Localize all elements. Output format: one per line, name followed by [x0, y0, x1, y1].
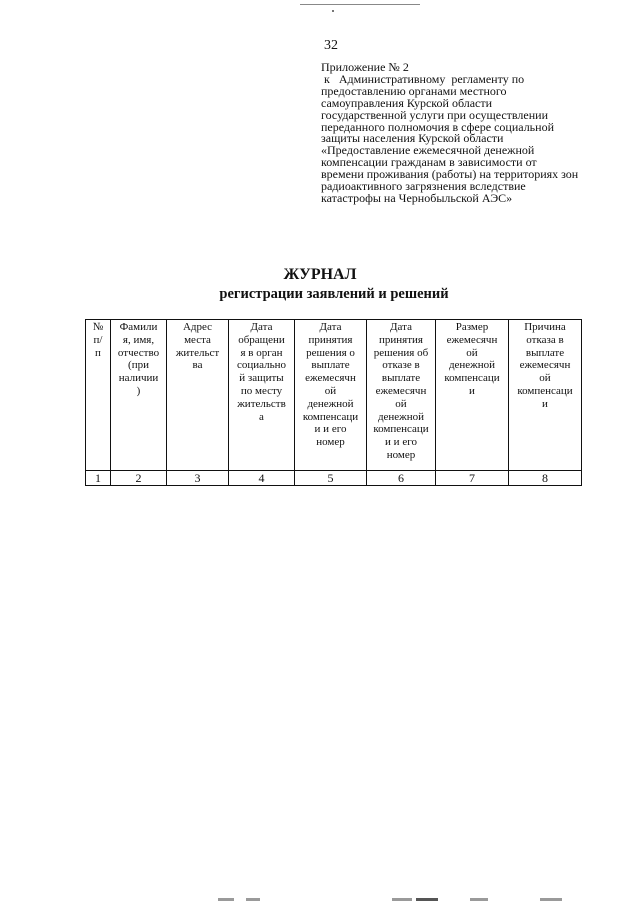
header-cell-line: компенсаци [444, 372, 500, 385]
column-number: 8 [509, 471, 582, 486]
column-number: 2 [111, 471, 167, 486]
header-cell-line: и и его [314, 423, 347, 436]
header-cell-line: денежной [307, 397, 354, 410]
appendix-line: к Административному регламенту по [321, 71, 525, 86]
column-number: 1 [86, 471, 111, 486]
header-cell-line: я в орган [240, 346, 283, 359]
header-cell-line: и [542, 397, 548, 410]
header-cell-line: й защиты [239, 372, 284, 385]
header-cell-line: (при [128, 359, 149, 372]
header-cell-name [111, 320, 167, 471]
column-number: 3 [167, 471, 229, 486]
header-cell-refusal-reason [509, 320, 582, 471]
header-cell-line: отказа в [526, 333, 564, 346]
header-cell-line: я, имя, [122, 333, 155, 346]
scan-artifact [246, 898, 260, 901]
header-cell-line: ежемесячн [446, 333, 498, 346]
appendix-line: компенсации гражданам в зависимости от [321, 155, 537, 170]
header-cell-line: а [259, 410, 264, 423]
appendix-line: времени проживания (работы) на территориях зон [321, 167, 579, 182]
journal-subtitle: регистрации заявлений и решений [219, 286, 449, 302]
header-cell-line: Адрес [182, 321, 213, 333]
top-rule [300, 4, 420, 5]
page-number: 32 [324, 38, 338, 53]
header-cell-line: решения об [373, 346, 429, 359]
journal-title: ЖУРНАЛ [283, 266, 357, 283]
header-cell-line: места [184, 333, 211, 346]
header-cell-line: Дата [250, 321, 273, 333]
appendix-line: переданного полномочия в сфере социальной [321, 119, 554, 134]
header-cell-line: денежной [448, 359, 496, 372]
appendix-block [321, 62, 621, 205]
header-cell-line: ой [466, 346, 478, 359]
header-cell-line: п/ [93, 333, 103, 346]
scan-artifact [470, 898, 488, 901]
table-header-row [86, 320, 582, 471]
header-cell-line: ежемесячн [305, 372, 356, 385]
appendix-line: катастрофы на Чернобыльской АЭС» [321, 190, 513, 205]
header-cell-number [86, 320, 111, 471]
column-number: 5 [295, 471, 367, 486]
appendix-line: Приложение № 2 [321, 60, 409, 74]
header-cell-line: ой [395, 397, 407, 410]
top-dot [332, 10, 334, 12]
header-cell-line: ежемесячн [519, 359, 571, 372]
column-number: 4 [229, 471, 295, 486]
journal-table [85, 319, 582, 486]
header-cell-application-date [229, 320, 295, 471]
header-cell-line: и и его [385, 436, 417, 449]
header-cell-line: денежной [377, 410, 425, 423]
header-cell-line: по месту [240, 384, 283, 397]
header-cell-line: жительств [237, 397, 286, 410]
scan-artifact [392, 898, 412, 901]
header-cell-line: Размер [455, 321, 489, 333]
appendix-line: защиты населения Курской области [321, 131, 504, 146]
header-cell-refusal-date [367, 320, 436, 471]
scan-artifact [218, 898, 234, 901]
header-cell-line: ой [324, 384, 337, 397]
header-cell-line: наличии [118, 372, 159, 385]
header-cell-address [167, 320, 229, 471]
header-cell-line: и [469, 384, 475, 397]
header-cell-line: обращени [238, 333, 285, 346]
header-cell-line: ) [136, 384, 141, 397]
appendix-line: предоставлению органами местного [321, 83, 507, 98]
header-cell-line: отчество [117, 346, 160, 359]
header-cell-line: выплате [311, 359, 350, 372]
header-cell-compensation-amount [436, 320, 509, 471]
header-cell-line: Фамили [119, 321, 158, 333]
header-cell-line: социально [236, 359, 287, 372]
header-cell-line: компенсаци [517, 384, 573, 397]
header-cell-line: жительст [175, 346, 220, 359]
scan-artifact [540, 898, 562, 901]
header-cell-line: принятия [308, 333, 353, 346]
header-cell-line: компенсаци [373, 423, 429, 436]
header-cell-approval-date [295, 320, 367, 471]
header-cell-line: выплате [381, 372, 421, 385]
appendix-line: радиоактивного загрязнения вследствие [321, 179, 526, 194]
appendix-line: самоуправления Курской области [321, 95, 493, 110]
header-cell-line: принятия [379, 333, 423, 346]
header-cell-line: Дата [319, 321, 342, 333]
header-cell-line: номер [386, 448, 416, 461]
header-cell-line: Дата [390, 321, 412, 333]
appendix-line: «Предоставление ежемесячной денежной [321, 143, 535, 158]
table-column-numbers-row [86, 471, 582, 486]
header-cell-line: п [95, 346, 101, 359]
header-cell-line: номер [316, 436, 345, 449]
header-cell-line: Причина [524, 321, 566, 333]
header-cell-line: выплате [525, 346, 565, 359]
appendix-line: государственной услуги при осуществлении [321, 107, 549, 122]
header-cell-line: ой [539, 372, 551, 385]
header-cell-line: ежемесячн [375, 384, 427, 397]
column-number: 6 [367, 471, 436, 486]
header-cell-line: отказе в [382, 359, 420, 372]
scan-artifact [416, 898, 438, 901]
header-cell-line: ва [192, 359, 203, 372]
header-cell-line: решения о [306, 346, 355, 359]
column-number: 7 [436, 471, 509, 486]
header-cell-line: компенсаци [302, 410, 359, 423]
header-cell-line: № [92, 321, 104, 333]
